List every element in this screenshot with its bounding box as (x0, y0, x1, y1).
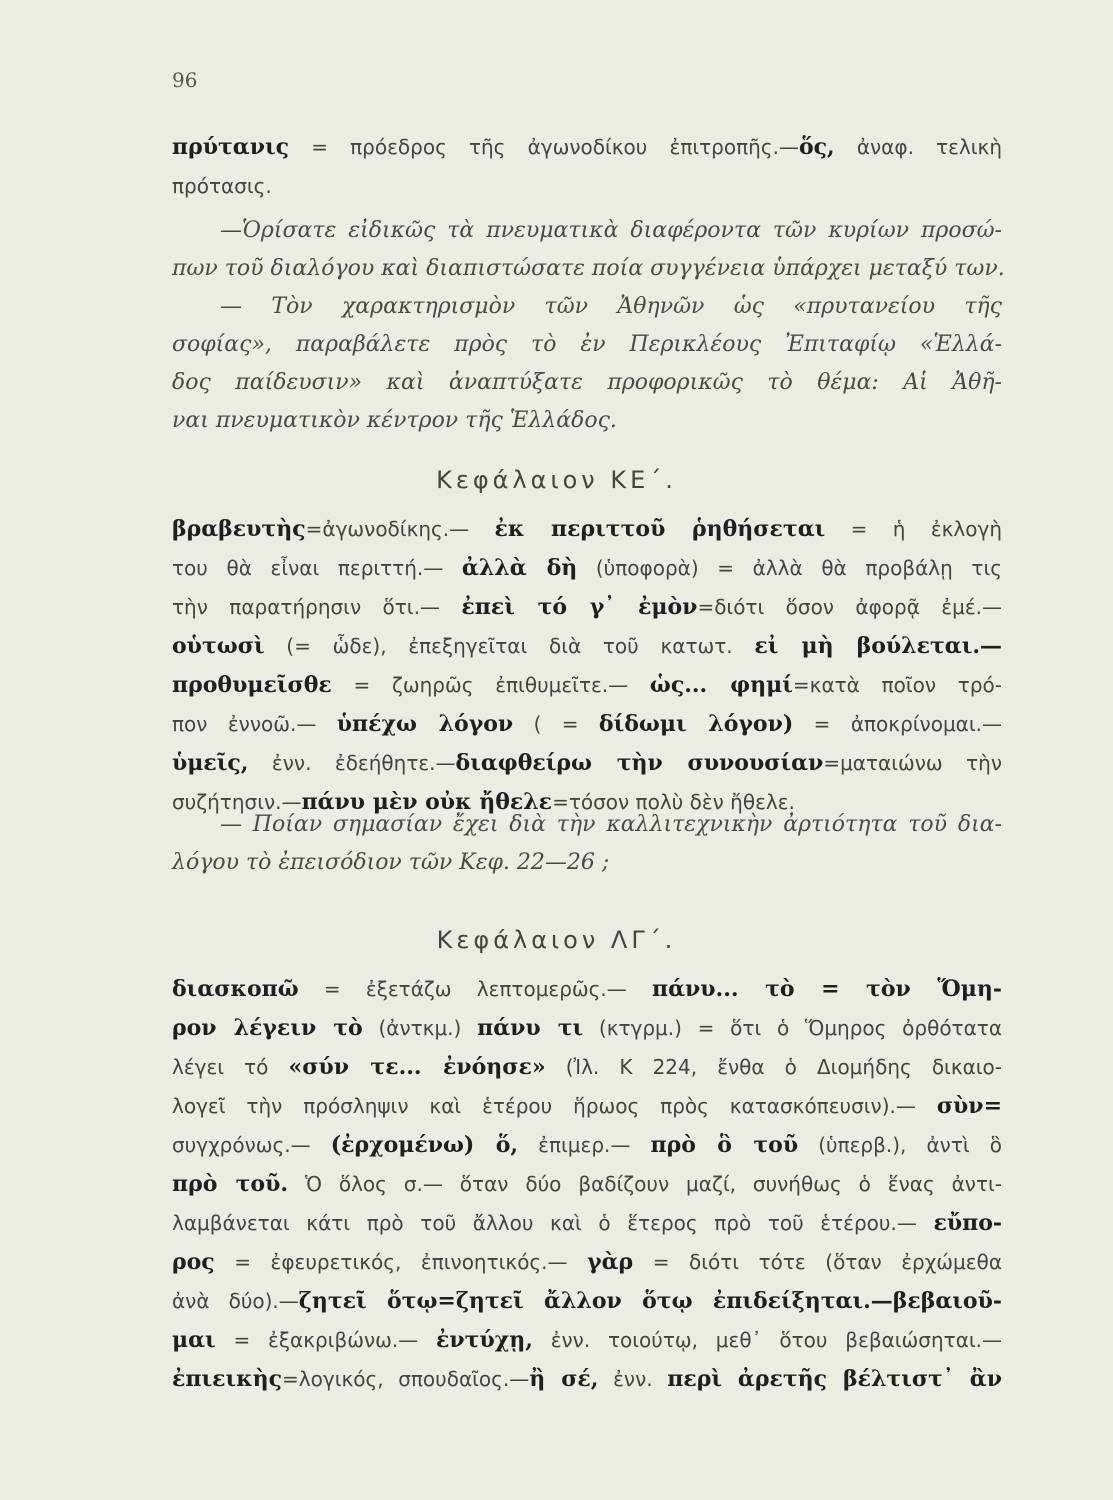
gloss-term: ὑπέχω λόγον (336, 711, 514, 737)
gloss-text: =ματαιώνω τὴν (823, 751, 1002, 775)
gloss-term: ὑμεῖς, (172, 750, 249, 776)
gloss-text: =ἀγωνοδίκης.— (305, 517, 495, 541)
gloss-text: λογεῖ τὴν πρόσληψιν καὶ ἑτέρου ἥρωος πρὸς κατασκόπευσιν).— (172, 1094, 937, 1118)
gloss-text: ( = (513, 712, 599, 736)
gloss-text: ἀναφ. τελικὴ (834, 135, 1002, 159)
gloss-term: γὰρ (587, 1249, 634, 1275)
text-line (172, 1243, 1002, 1282)
gloss-text: τὴν παρατήρησιν ὅτι.— (172, 595, 462, 619)
gloss-section-3 (172, 970, 1002, 1399)
text-line (172, 1126, 1002, 1165)
question-line: —Ὁρίσατε εἰδικῶς τὰ πνευματικὰ διαφέροντα τῶν κυρίων προσώ- (220, 218, 1002, 243)
gloss-text: ἐπιμερ.— (518, 1133, 651, 1157)
text-line (172, 1009, 1002, 1048)
text-line (172, 627, 1002, 666)
gloss-term: διασκοπῶ (172, 976, 299, 1002)
gloss-text: (Ἰλ. Κ 224, ἔνθα ὁ Διομήδης δικαιο- (545, 1055, 1003, 1079)
question-line: δος παίδευσιν» καὶ ἀναπτύξατε προφορικῶς τὸ θέμα: Αἱ Ἀθῆ- (172, 370, 1002, 395)
gloss-term: ἐπιεικὴς (172, 1366, 283, 1392)
gloss-text: (ἀντκμ.) (362, 1016, 478, 1040)
gloss-text: = ἡ ἐκλογὴ (825, 517, 1003, 541)
gloss-text: συζήτησιν.— (172, 790, 302, 814)
gloss-term: μαι (172, 1327, 216, 1353)
gloss-text: = ἐξακριβώνω.— (215, 1328, 437, 1352)
gloss-term: πάνυ... τὸ = τὸν Ὅμη- (652, 976, 1002, 1002)
text-line (172, 1360, 1002, 1399)
gloss-term: περὶ ἀρετῆς βέλτιστ᾽ ἂν (667, 1366, 1002, 1392)
gloss-text: =λογικός, σπουδαῖος.— (282, 1367, 530, 1391)
gloss-term: πάνυ μὲν οὐκ ἤθελε (301, 789, 553, 815)
gloss-section-2 (172, 510, 1002, 822)
gloss-term: πρὸ ὃ τοῦ (650, 1132, 799, 1158)
gloss-text: = διότι τότε (ὅταν ἐρχώμεθα (633, 1250, 1003, 1274)
text-line (172, 970, 1002, 1009)
text-line (172, 1165, 1002, 1204)
gloss-term: ὅς, (798, 134, 835, 160)
gloss-term: ὡς... φημί (649, 672, 793, 698)
gloss-text: πον ἐννοῶ.— (172, 712, 337, 736)
text-line (172, 1087, 1002, 1126)
question-line: — Τὸν χαρακτηρισμὸν τῶν Ἀθηνῶν ὡς «πρυτανείου τῆς (220, 294, 1002, 319)
text-line (172, 588, 1002, 627)
gloss-text: =τόσον πολὺ δὲν ἤθελε. (552, 790, 795, 814)
gloss-text: ἐνν. τοιούτῳ, μεθ᾽ ὅτου βεβαιώσηται.— (532, 1328, 1003, 1352)
page-number: 96 (172, 68, 198, 92)
text-line (172, 128, 1002, 167)
gloss-term: ἀλλὰ δὴ (461, 555, 578, 581)
question-line: σοφίας», παραβάλετε πρὸς τὸ ἐν Περικλέους Ἐπιταφίῳ «Ἑλλά- (172, 332, 1002, 357)
gloss-term: οὑτωσὶ (172, 633, 265, 659)
text-line (172, 549, 1002, 588)
gloss-text: = ἐφευρετικός, ἐπινοητικός.— (214, 1250, 588, 1274)
text-line (172, 510, 1002, 549)
gloss-text: = πρόεδρος τῆς ἀγωνοδίκου ἐπιτροπῆς.— (289, 135, 799, 159)
gloss-term: εἰ μὴ βούλεται.— (754, 633, 1003, 659)
gloss-term: ἐκ περιττοῦ ῥηθήσεται (494, 516, 826, 542)
question-line: ναι πνευματικὸν κέντρον τῆς Ἑλλάδος. (172, 408, 617, 433)
gloss-term: ἐπεὶ τό γ᾽ ἐμὸν (461, 594, 698, 620)
gloss-section-1 (172, 128, 1002, 206)
gloss-text: (κτγρμ.) = ὅτι ὁ Ὅμηρος ὀρθότατα (583, 1016, 1002, 1040)
gloss-text: (= ὧδε), ἐπεξηγεῖται διὰ τοῦ κατωτ. (264, 634, 755, 658)
gloss-text: ἐνν. ἐδεήθητε.— (248, 751, 456, 775)
gloss-text: = ἀποκρίνομαι.— (793, 712, 1002, 736)
text-line (172, 1321, 1002, 1360)
gloss-term: πρύτανις (172, 134, 290, 160)
gloss-text: (ὑποφορὰ) = ἀλλὰ θὰ προβάλῃ τις (577, 556, 1002, 580)
gloss-term: εὔπο- (933, 1210, 1002, 1236)
gloss-term: ρον λέγειν τὸ (172, 1015, 363, 1041)
question-block-1 (172, 212, 1005, 440)
text-line (172, 1204, 1002, 1243)
gloss-text: ἐνν. (598, 1367, 668, 1391)
gloss-term: (ἐρχομένω) ὅ, (330, 1132, 519, 1158)
question-line: πων τοῦ διαλόγου καὶ διαπιστώσατε ποία συγγένεια ὑπάρχει μεταξύ των. (172, 256, 1005, 281)
gloss-term: ζητεῖ ὅτῳ=ζητεῖ ἄλλον ὅτῳ ἐπιδείξηται.—βεβαιοῦ- (298, 1288, 1002, 1314)
gloss-text: =κατὰ ποῖον τρό- (792, 673, 1002, 697)
text-line (172, 705, 1002, 744)
text-line (172, 167, 1002, 206)
gloss-text: (ὑπερβ.), ἀντὶ ὃ (798, 1133, 1002, 1157)
gloss-text: πρότασις. (172, 174, 272, 198)
text-line (172, 666, 1002, 705)
question-block-2 (172, 806, 1002, 882)
gloss-term: ἐντύχῃ, (436, 1327, 533, 1353)
text-line (172, 1282, 1002, 1321)
text-line (172, 744, 1002, 783)
question-line: — Ποίαν σημασίαν ἔχει διὰ τὴν καλλιτεχνικὴν ἀρτιότητα τοῦ δια- (220, 812, 1002, 837)
chapter-heading: Κεφάλαιον ΛΓ΄. (436, 926, 677, 954)
gloss-term: πρὸ τοῦ. (172, 1171, 289, 1197)
question-line: λόγου τὸ ἐπεισόδιον τῶν Κεφ. 22—26 ; (172, 850, 610, 875)
gloss-text: λέγει τό (172, 1055, 289, 1079)
chapter-heading: Κεφάλαιον ΚΕ΄. (436, 466, 677, 494)
gloss-term: διαφθείρω τὴν συνουσίαν (455, 750, 824, 776)
gloss-term: δίδωμι λόγον) (598, 711, 794, 737)
gloss-text: συγχρόνως.— (172, 1133, 331, 1157)
gloss-text: = ἐξετάζω λεπτομερῶς.— (298, 977, 652, 1001)
text-line (172, 1048, 1002, 1087)
gloss-text: του θὰ εἶναι περιττή.— (172, 556, 462, 580)
gloss-text: =διότι ὅσον ἀφορᾷ ἐμέ.— (697, 595, 1003, 619)
gloss-term: ἢ σέ, (529, 1366, 599, 1392)
gloss-text: Ὁ ὅλος σ.— ὅταν δύο βαδίζουν μαζί, συνήθως ὁ ἕνας ἀντι- (288, 1172, 1003, 1196)
gloss-text: = ζωηρῶς ἐπιθυμεῖτε.— (331, 673, 650, 697)
gloss-text: ἀνὰ δύο).— (172, 1289, 299, 1313)
gloss-term: ρος (172, 1249, 215, 1275)
gloss-text: λαμβάνεται κάτι πρὸ τοῦ ἄλλου καὶ ὁ ἕτερος πρὸ τοῦ ἑτέρου.— (172, 1211, 934, 1235)
gloss-term: πάνυ τι (477, 1015, 584, 1041)
gloss-term: σὺν= (936, 1093, 1002, 1119)
gloss-term: προθυμεῖσθε (172, 672, 332, 698)
gloss-term: βραβευτὴς (172, 516, 306, 542)
gloss-term: «σύν τε... ἐνόησε» (288, 1054, 546, 1080)
